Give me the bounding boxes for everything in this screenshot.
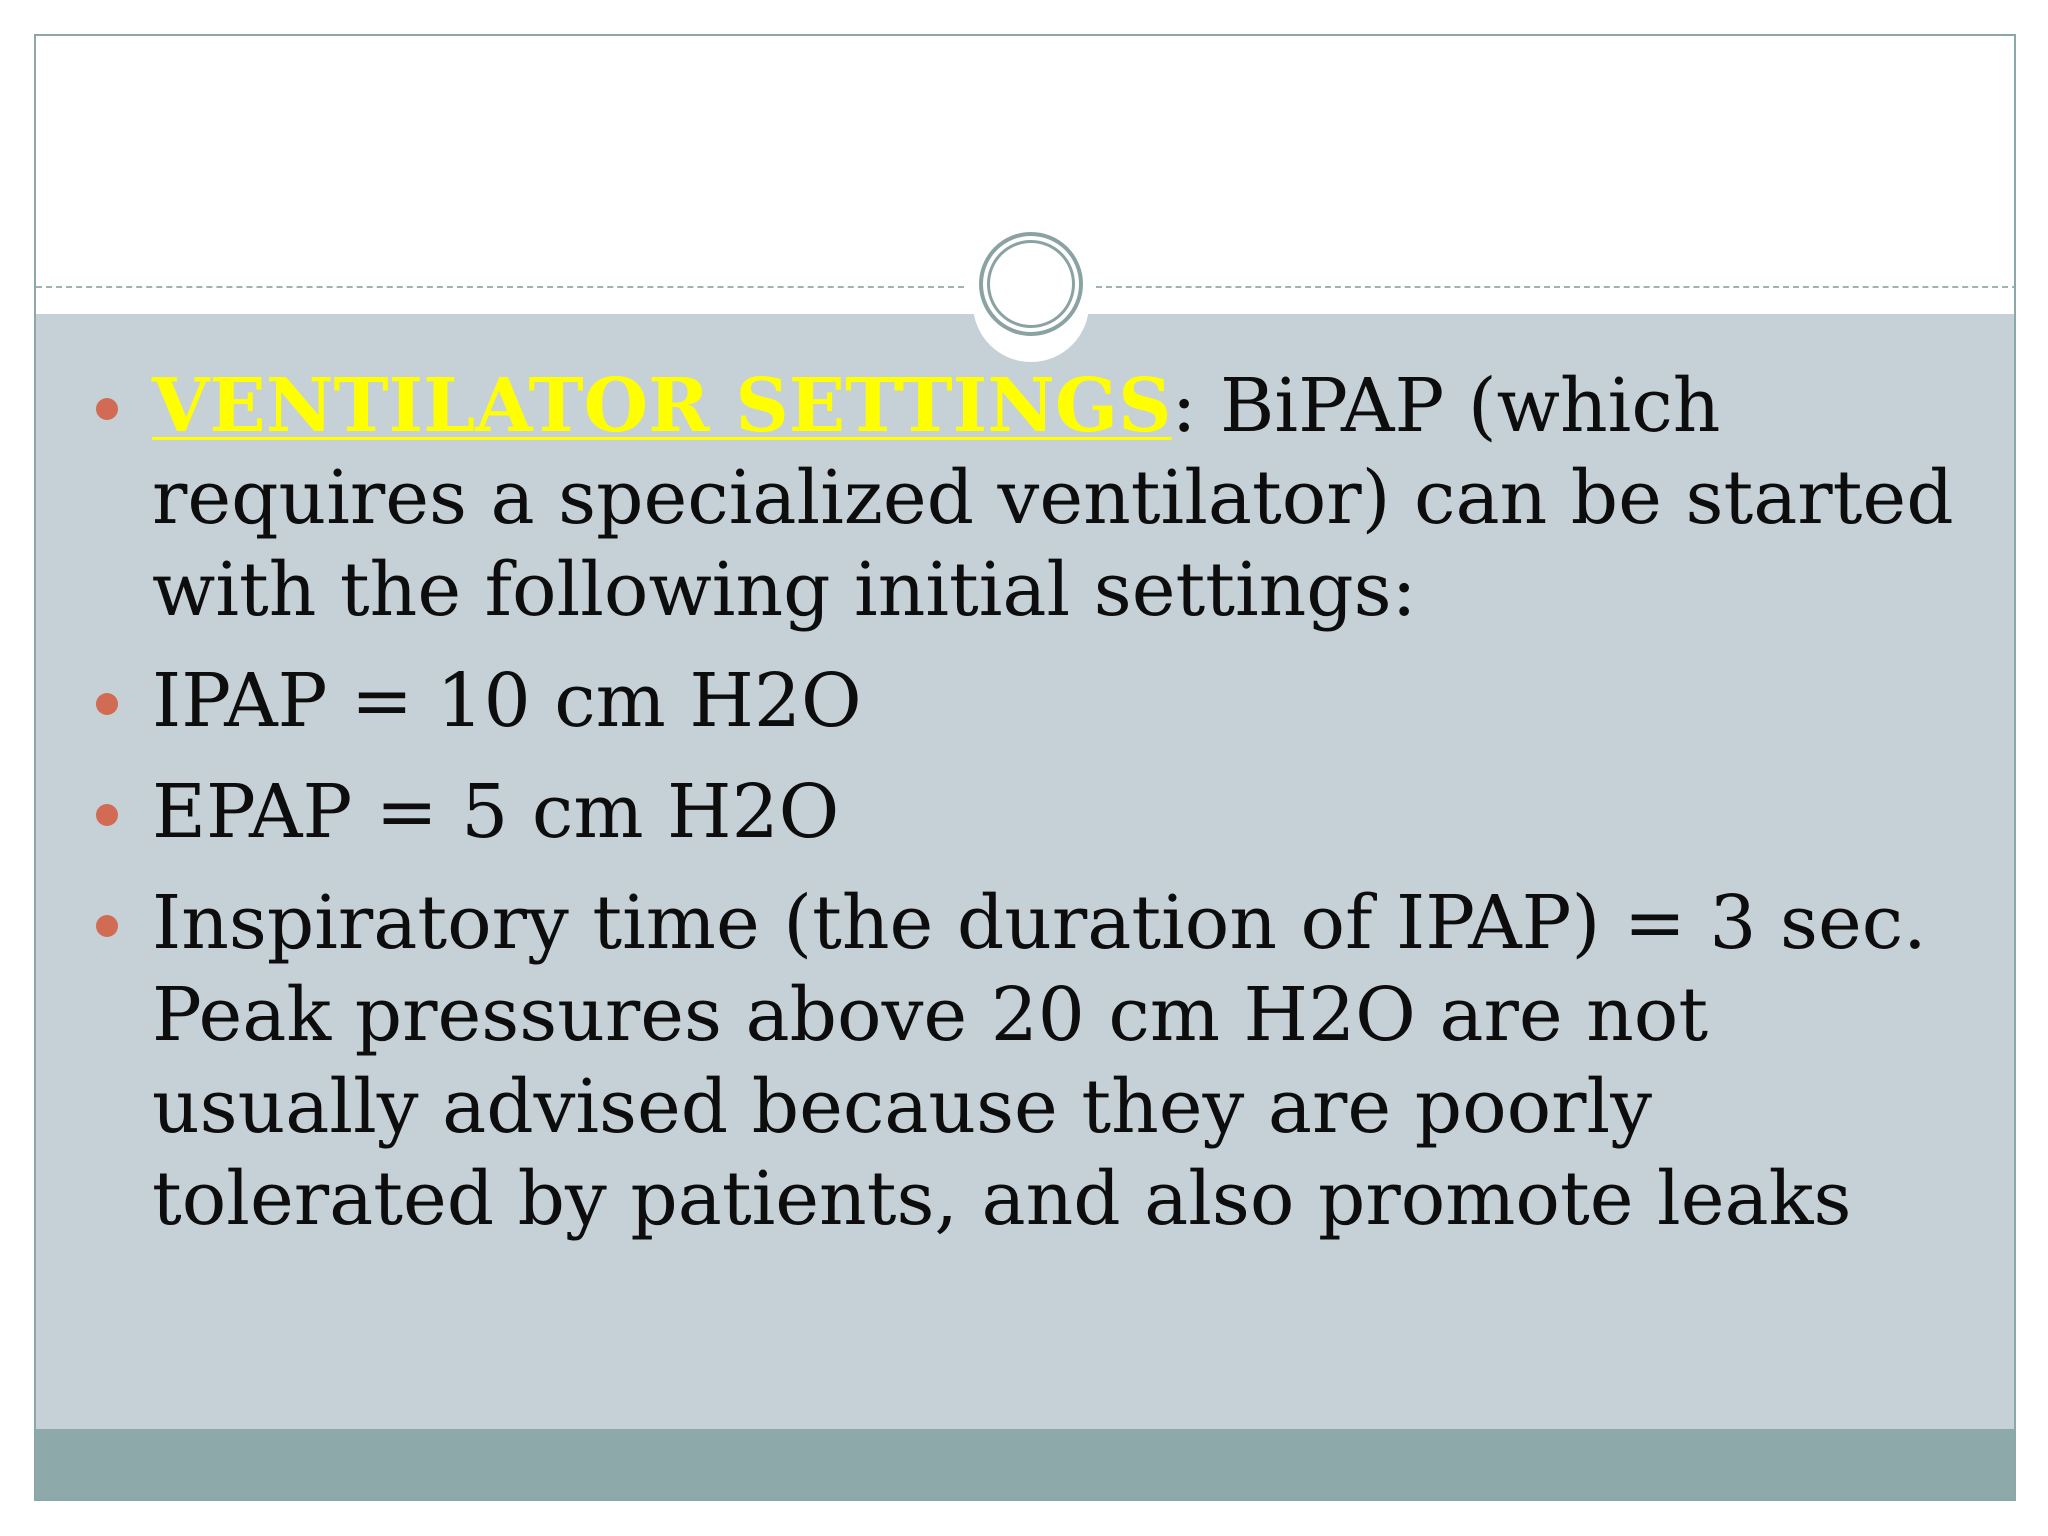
bullet-item-inspiratory-time [96, 877, 1996, 1245]
slide-footer-band [36, 1429, 2014, 1499]
inspiratory-time-text: Inspiratory time (the duration of IPAP) = 3 sec. Peak pressures above 20 cm H2O are not usually advised because they are poorly tolerated by patients, and also promote leaks [152, 880, 1927, 1242]
bullet-item-ventilator-settings [96, 360, 1996, 636]
ipap-text: IPAP = 10 cm H2O [152, 658, 862, 744]
circle-ornament-inner-icon [987, 240, 1075, 328]
bullet-list [96, 360, 1996, 1264]
bullet-item-epap [96, 766, 1996, 858]
bullet-dot-icon [96, 693, 118, 715]
bullet-item-ipap [96, 655, 1996, 747]
bullet-dot-icon [96, 398, 118, 420]
bullet-dot-icon [96, 915, 118, 937]
header-divider-right [1096, 286, 2016, 288]
ventilator-settings-heading[interactable]: VENTILATOR SETTINGS [152, 363, 1172, 449]
epap-text: EPAP = 5 cm H2O [152, 769, 840, 855]
ventilator-settings-text: : BiPAP (which requires a specialized ventilator) can be started with the following initial settings: [152, 363, 1954, 633]
bullet-dot-icon [96, 804, 118, 826]
header-divider-left [36, 286, 964, 288]
